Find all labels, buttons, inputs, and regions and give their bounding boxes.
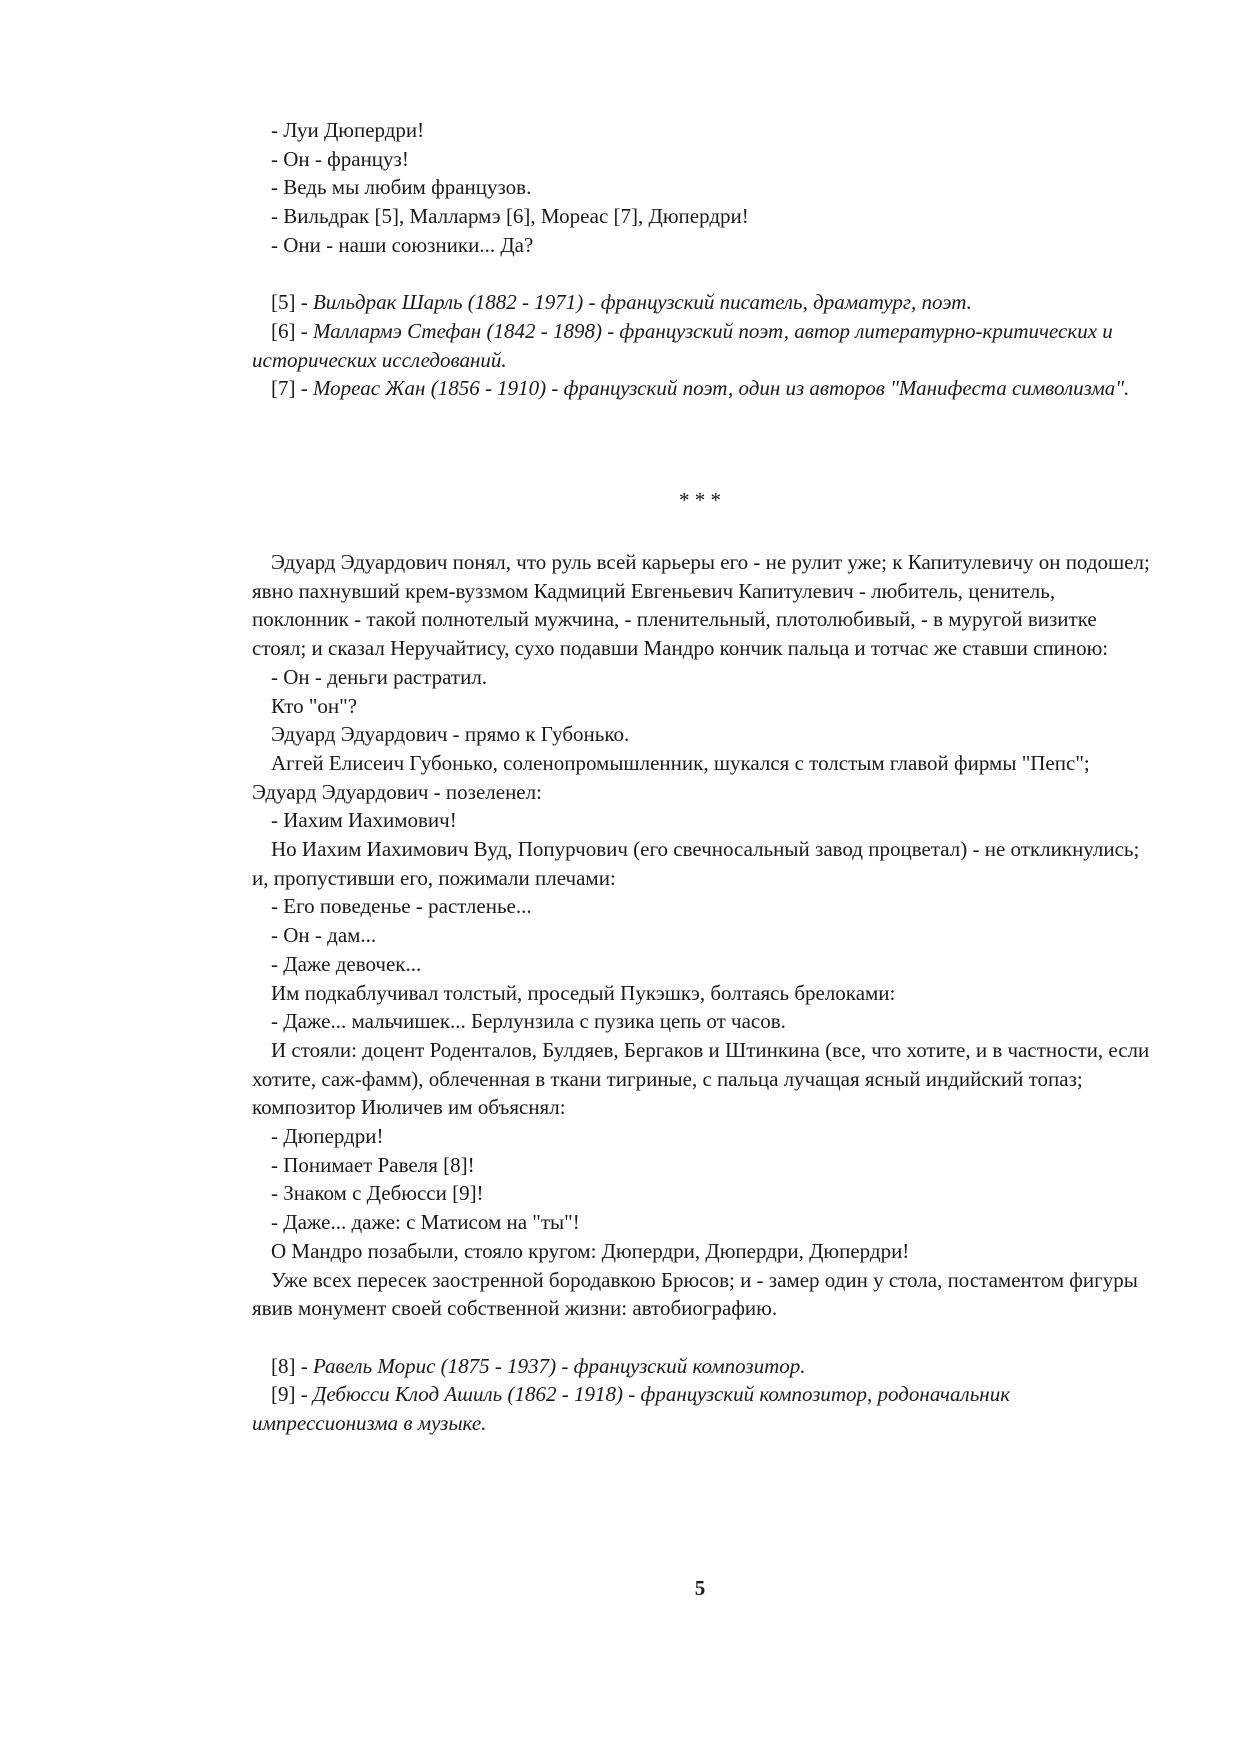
paragraph: Им подкаблучивал толстый, проседый Пукэшкэ, болтаясь брелоками: <box>271 980 896 1005</box>
paragraph: - Он - француз! <box>271 146 409 171</box>
paragraph: - Луи Дюпердри! <box>271 118 425 142</box>
footnote-ref: [9] - <box>271 1382 313 1407</box>
footnote-9 <box>252 1380 1152 1437</box>
paragraph: - Ведь мы любим французов. <box>271 175 532 200</box>
paragraph: - Они - наши союзники... Да? <box>271 232 534 257</box>
dialogue-block-2 <box>252 548 1152 1438</box>
paragraph: - Он - дам... <box>271 923 377 948</box>
footnote-8 <box>252 1352 1152 1381</box>
dialogue-block-1 <box>252 116 1152 403</box>
footnote-ref: [5] - <box>271 290 313 315</box>
paragraph: - Его поведенье - растленье... <box>271 894 532 919</box>
footnote-ref: [8] - <box>271 1353 313 1378</box>
page-number: 5 <box>694 1576 706 1600</box>
paragraph: И стояли: доцент Роденталов, Булдяев, Бергаков и Штинкина (все, что хотите, и в частности, если хотите, саж-фамм), облеченная в ткани тигриные, с пальца лучащая ясный индийский топаз; композитор Июличев им объяснял: <box>252 1037 1150 1120</box>
paragraph: - Он - деньги растратил. <box>271 664 488 689</box>
footnote-text: Равель Морис (1875 - 1937) - французский композитор. <box>312 1353 806 1378</box>
paragraph: - Дюпердри! <box>271 1124 384 1149</box>
paragraph: - Даже... мальчишек... Берлунзила с пузика цепь от часов. <box>271 1009 786 1034</box>
footnote-text: Мореас Жан (1856 - 1910) - французский поэт, один из авторов "Манифеста символизма". <box>312 376 1130 401</box>
footnote-text: Дебюсси Клод Ашиль (1862 - 1918) - французский композитор, родоначальник импрессионизма в музыке. <box>252 1382 1011 1436</box>
paragraph: - Иахим Иахимович! <box>271 808 457 833</box>
footnote-text: Вильдрак Шарль (1882 - 1971) - французский писатель, драматург, поэт. <box>312 290 972 315</box>
paragraph: Эдуард Эдуардович понял, что руль всей карьеры его - не рулит уже; к Капитулевичу он подошел; явно пахнувший крем-вуззмом Кадмиций Евгеньевич Капитулевич - любитель, ценитель, поклонник - такой полнотелый мужчина, - пленительный, плотолюбивый, - в муругой визитке стоял; и сказал Неручайтису, сухо подавши Мандро кончик пальца и тотчас же ставши спиною: <box>252 550 1150 661</box>
paragraph: Уже всех пересек заостренной бородавкою Брюсов; и - замер один у стола, постаментом фигуры явив монумент своей собственной жизни: автобиографию. <box>252 1267 1138 1321</box>
footnote-text: Маллармэ Стефан (1842 - 1898) - французский поэт, автор литературно-критических и исторических исследований. <box>252 318 1113 372</box>
section-separator: * * * <box>679 488 721 512</box>
paragraph: - Вильдрак [5], Маллармэ [6], Мореас [7], Дюпердри! <box>271 204 749 229</box>
paragraph: Аггей Елисеич Губонько, соленопромышленник, шукался с толстым главой фирмы "Пепс"; Эдуард Эдуардович - позеленел: <box>252 750 1090 804</box>
paragraph: - Даже девочек... <box>271 951 422 976</box>
paragraph: Кто "он"? <box>271 693 358 718</box>
paragraph: - Знаком с Дебюсси [9]! <box>271 1181 484 1206</box>
footnote-6 <box>252 317 1152 374</box>
footnote-ref: [7] - <box>271 376 313 401</box>
paragraph: - Даже... даже: с Матисом на "ты"! <box>271 1210 580 1235</box>
paragraph: Эдуард Эдуардович - прямо к Губонько. <box>271 722 630 747</box>
footnote-7 <box>252 374 1152 403</box>
footnote-5 <box>252 288 1152 317</box>
paragraph: Но Иахим Иахимович Вуд, Попурчович (его свечносальный завод процветал) - не откликнулись; и, пропустивши его, пожимали плечами: <box>252 837 1140 890</box>
paragraph: - Понимает Равеля [8]! <box>271 1152 475 1177</box>
paragraph: О Мандро позабыли, стояло кругом: Дюпердри, Дюпердри, Дюпердри! <box>271 1238 910 1263</box>
footnote-ref: [6] - <box>271 318 313 343</box>
